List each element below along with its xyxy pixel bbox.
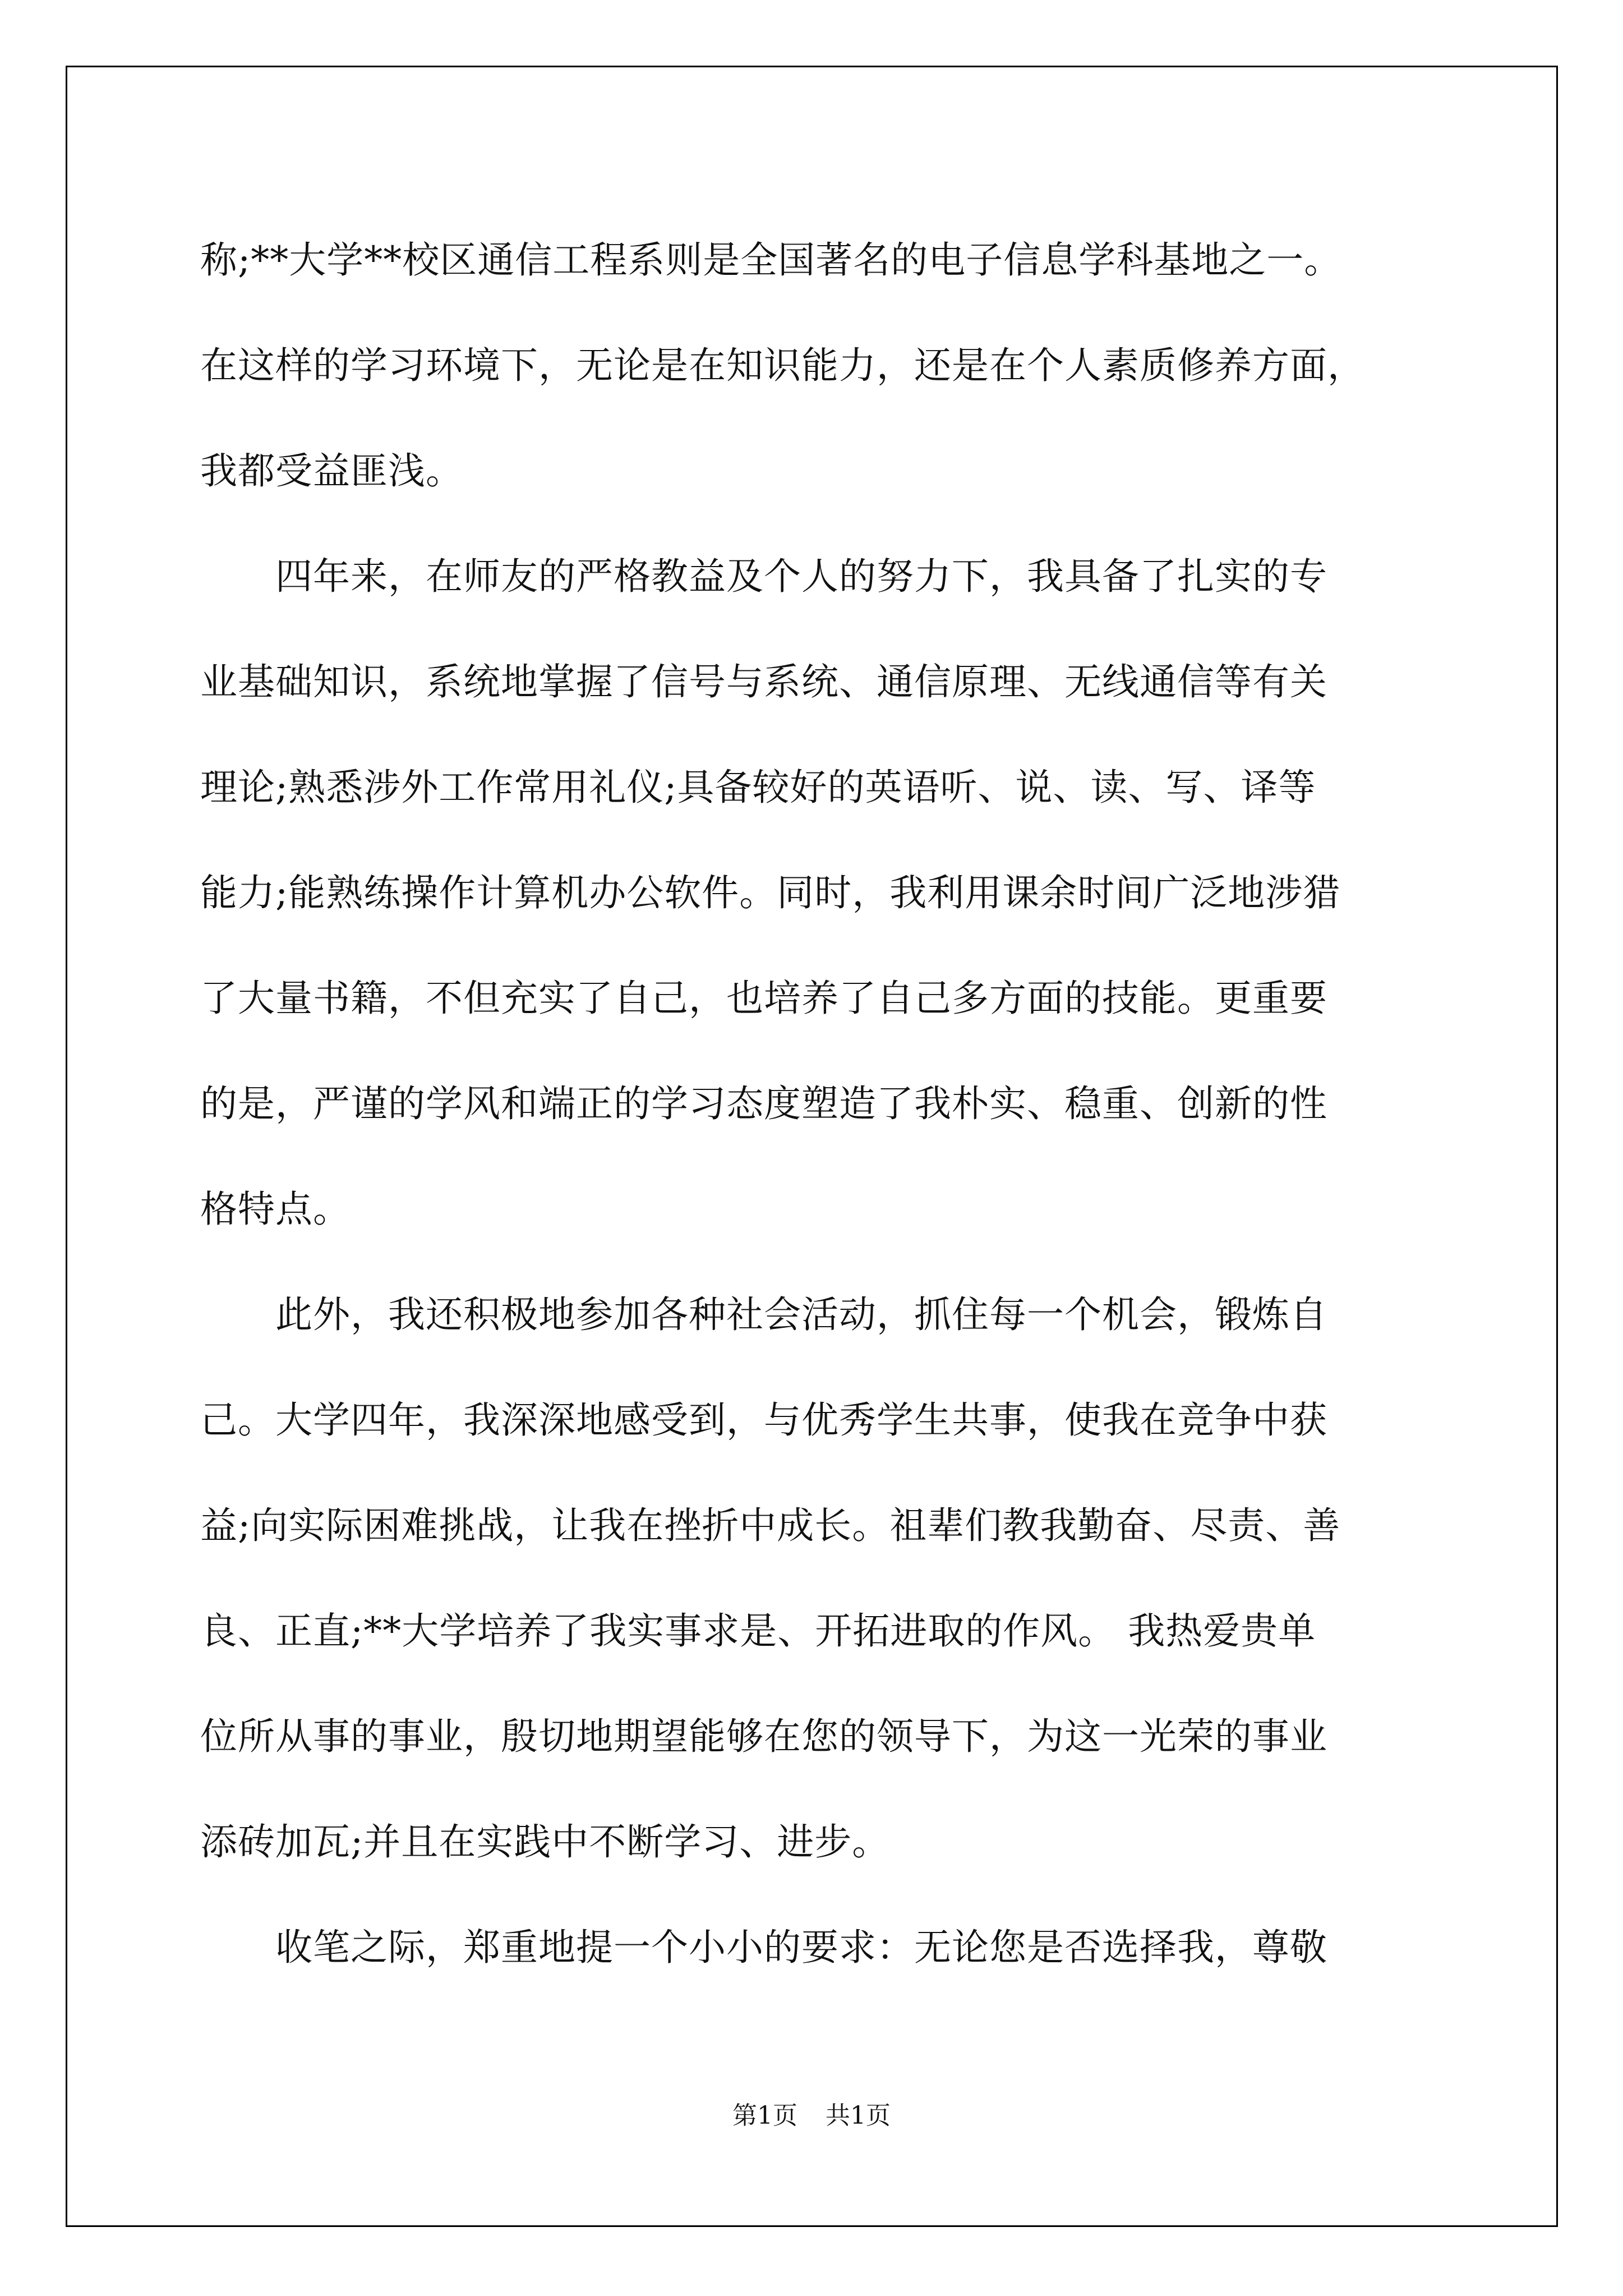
text-line: 收笔之际，郑重地提一个小小的要求：无论您是否选择我，尊敬 <box>200 1926 1327 1969</box>
text-line: 了大量书籍，不但充实了自己，也培养了自己多方面的技能。更重要 <box>200 977 1327 1020</box>
paragraph-1 <box>200 208 1434 524</box>
page-count: 共1页 <box>826 2101 891 2130</box>
text-line: 能力;能熟练操作计算机办公软件。同时，我利用课余时间广泛地涉猎 <box>200 871 1341 914</box>
text-line: 位所从事的事业，殷切地期望能够在您的领导下，为这一光荣的事业 <box>200 1715 1327 1758</box>
text-line: 的是，严谨的学风和端正的学习态度塑造了我朴实、稳重、创新的性 <box>200 1082 1327 1125</box>
text-line: 己。大学四年，我深深地感受到，与优秀学生共事，使我在竞争中获 <box>200 1398 1327 1442</box>
text-line: 业基础知识，系统地掌握了信号与系统、通信原理、无线通信等有关 <box>200 660 1327 703</box>
paragraph-4 <box>200 1895 1434 2000</box>
text-line: 在这样的学习环境下，无论是在知识能力，还是在个人素质修养方面， <box>200 344 1365 387</box>
text-line: 我都受益匪浅。 <box>200 449 463 493</box>
paragraph-2 <box>200 524 1434 1262</box>
text-line: 理论;熟悉涉外工作常用礼仪;具备较好的英语听、说、读、写、译等 <box>200 766 1316 809</box>
document-body <box>200 208 1434 2000</box>
text-line: 四年来，在师友的严格教益及个人的努力下，我具备了扎实的专 <box>200 555 1327 598</box>
text-line: 称;**大学**校区通信工程系则是全国著名的电子信息学科基地之一。 <box>200 238 1342 282</box>
text-line: 此外，我还积极地参加各种社会活动，抓住每一个机会，锻炼自 <box>200 1293 1327 1336</box>
text-line: 格特点。 <box>200 1188 351 1231</box>
text-line: 益;向实际困难挑战，让我在挫折中成长。祖辈们教我勤奋、尽责、善 <box>200 1504 1341 1547</box>
page-footer <box>0 2095 1623 2131</box>
text-line: 添砖加瓦;并且在实践中不断学习、进步。 <box>200 1820 890 1864</box>
page-number: 第1页 <box>732 2101 797 2130</box>
text-line: 良、正直;**大学培养了我实事求是、开拓进取的作风。 我热爱贵单 <box>200 1609 1316 1653</box>
paragraph-3 <box>200 1262 1434 1895</box>
